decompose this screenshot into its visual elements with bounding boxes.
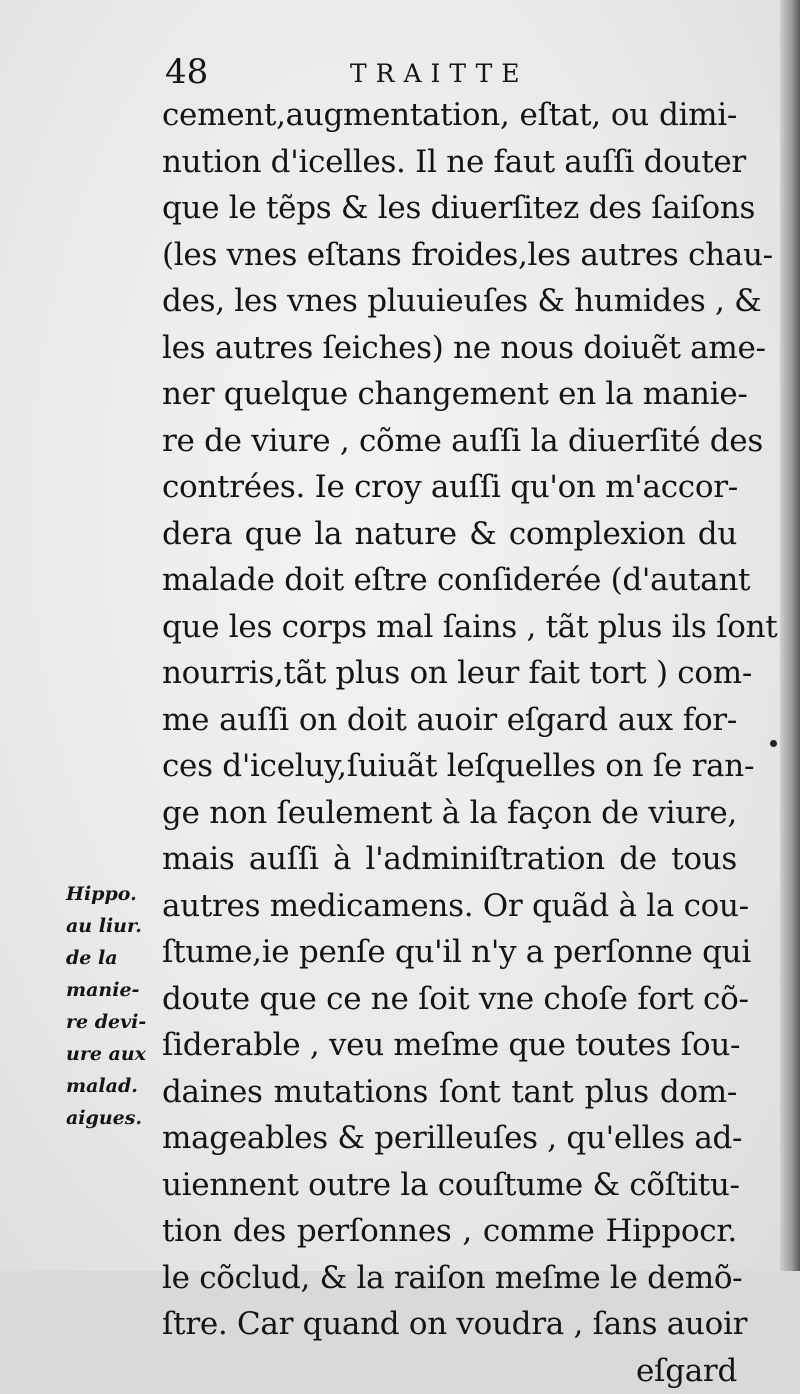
text-line: malade doit eſtre conſiderée (d'autant <box>162 557 737 604</box>
text-line: ſiderable , veu meſme que toutes ſou- <box>162 1022 737 1069</box>
main-text-block <box>162 92 737 1394</box>
marginal-note-line: ure aux <box>66 1038 164 1070</box>
marginal-note <box>66 878 164 1134</box>
text-line: uiennent outre la couſtume & cõſtitu- <box>162 1162 737 1209</box>
text-line: ces d'iceluy,ſuiuãt leſquelles on ſe ran- <box>162 743 737 790</box>
text-line: mais auſſi à l'adminiſtration de tous <box>162 836 737 883</box>
page-number: 48 <box>165 50 208 94</box>
text-line: re de viure , cõme auſſi la diuerſité des <box>162 418 737 465</box>
text-line: ner quelque changement en la manie- <box>162 371 737 418</box>
text-line: que les corps mal ſains , tãt plus ils ſont <box>162 604 737 651</box>
text-line: doute que ce ne ſoit vne choſe fort cõ- <box>162 976 737 1023</box>
text-line: les autres ſeiches) ne nous doiuẽt ame- <box>162 325 737 372</box>
running-head <box>165 50 725 94</box>
text-line: que le tẽps & les diuerſitez des ſaiſons <box>162 185 737 232</box>
text-line: cement,augmentation, eſtat, ou dimi- <box>162 92 737 139</box>
text-line: le cõclud, & la raiſon meſme le demõ- <box>162 1255 737 1302</box>
text-line: autres medicamens. Or quãd à la cou- <box>162 883 737 930</box>
marginal-note-line: au liur. <box>66 910 164 942</box>
text-line: nourris,tãt plus on leur fait tort ) com- <box>162 650 737 697</box>
text-line: daines mutations ſont tant plus dom- <box>162 1069 737 1116</box>
running-title: TRAITTE <box>350 54 529 94</box>
page-gutter-shadow <box>780 0 800 1271</box>
marginal-note-line: manie- <box>66 974 164 1006</box>
catchword-line: eſgard <box>162 1348 737 1394</box>
marginal-note-line: re devi- <box>66 1006 164 1038</box>
text-line: contrées. Ie croy auſſi qu'on m'accor- <box>162 464 737 511</box>
text-line: me auſſi on doit auoir eſgard aux for- <box>162 697 737 744</box>
text-line: ſtre. Car quand on voudra , ſans auoir <box>162 1301 737 1348</box>
marginal-note-line: Hippo. <box>66 878 164 910</box>
text-line: tion des perſonnes , comme Hippocr. <box>162 1208 737 1255</box>
ink-mark <box>770 740 777 747</box>
text-line: mageables & perilleuſes , qu'elles ad- <box>162 1115 737 1162</box>
text-line: ge non ſeulement à la façon de viure, <box>162 790 737 837</box>
marginal-note-line: de la <box>66 942 164 974</box>
text-line: dera que la nature & complexion du <box>162 511 737 558</box>
text-line: nution d'icelles. Il ne faut auſſi douter <box>162 139 737 186</box>
marginal-note-line: malad. <box>66 1070 164 1102</box>
text-line: des, les vnes pluuieuſes & humides , & <box>162 278 737 325</box>
marginal-note-line: aigues. <box>66 1102 164 1134</box>
text-line: ſtume,ie penſe qu'il n'y a perſonne qui <box>162 929 737 976</box>
text-line: (les vnes eſtans froides,les autres chau- <box>162 232 737 279</box>
